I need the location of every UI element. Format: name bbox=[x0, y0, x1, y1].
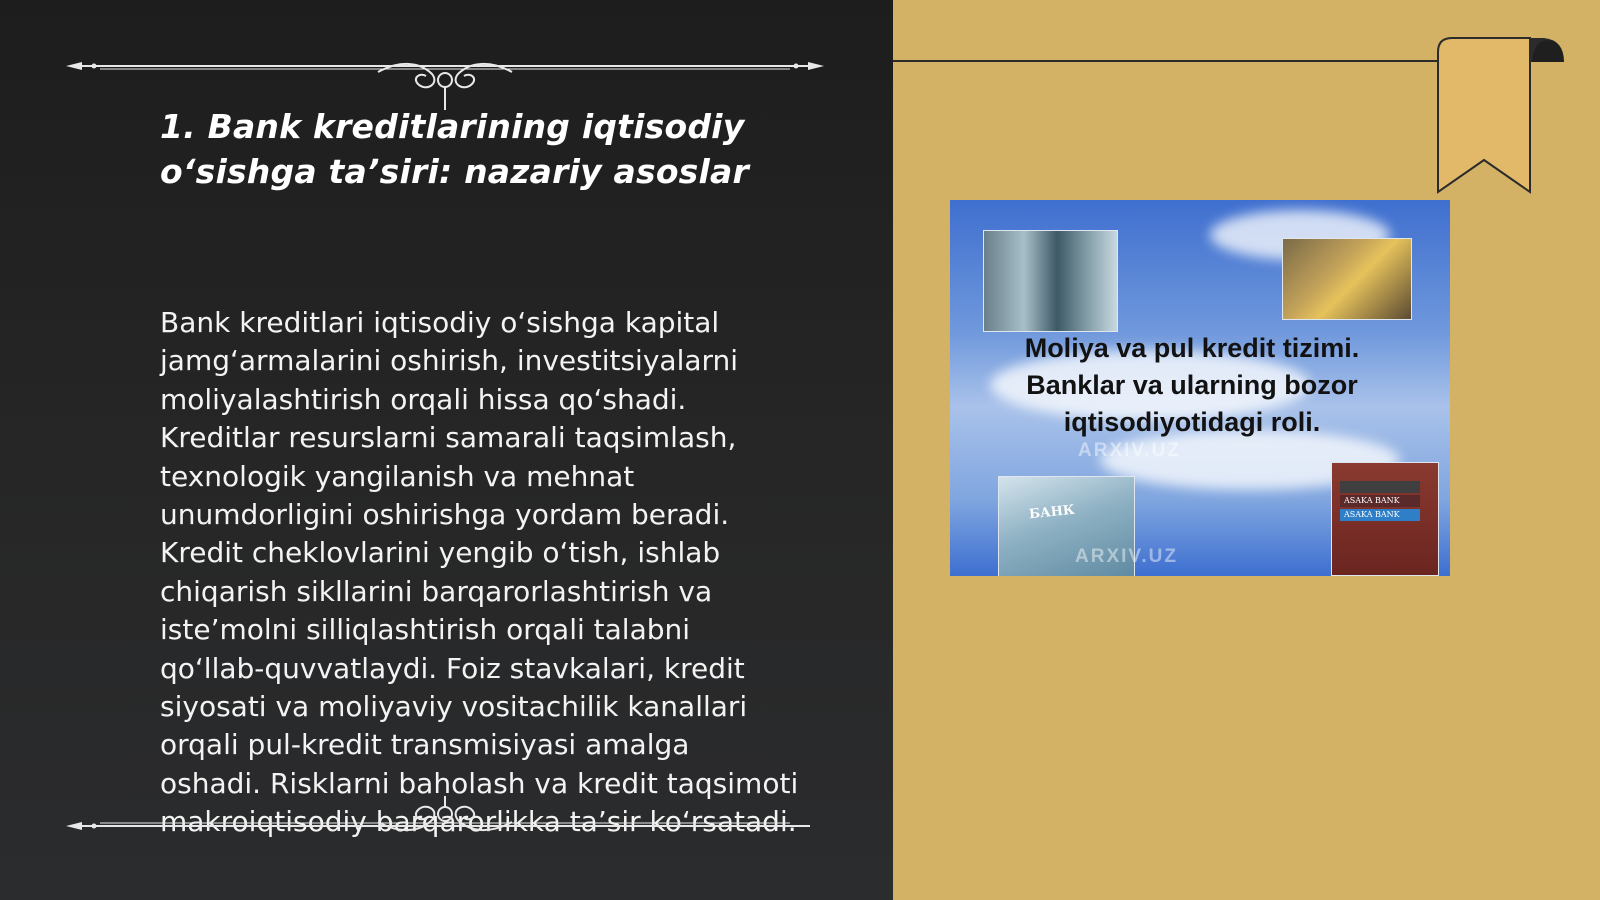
card-exchange-photo bbox=[1282, 238, 1412, 320]
slide-body-text: Bank kreditlari iqtisodiy o‘sishga kapital jamg‘armalarini oshirish, investitsiyalarni moliyalashtirish orqali hissa qo‘shadi. Kreditlar resurslarni samarali taqsimlash, texnologik yangilanish va mehnat unumdorligini oshirishga yordam beradi. Kredit cheklovlarini yengib o‘tish, ishlab chiqarish sikllarini barqarorlashtirish va iste’molni silliqlashtirish orqali talabni qo‘llab-quvvatlaydi. Foiz stavkalari, kredit siyosati va moliyaviy vositachilik kanallari orqali pul-kredit transmisiyasi amalga oshadi. Risklarni baholash va kredit taqsimoti makroiqtisodiy barqarorlikka ta’sir ko‘rsatadi. bbox=[160, 306, 799, 839]
slide-title: 1. Bank kreditlarining iqtisodiy o‘sishga ta’siri: nazariy asoslar bbox=[160, 107, 749, 191]
scroll-divider-icon bbox=[60, 796, 830, 856]
finance-collage-image bbox=[950, 200, 1450, 576]
scroll-divider-icon bbox=[60, 50, 830, 110]
bookmark-ribbon-icon bbox=[1436, 32, 1566, 202]
bank-card bbox=[1340, 481, 1420, 493]
bank-sign: БАНК bbox=[1028, 502, 1076, 523]
horizontal-rule bbox=[893, 60, 1438, 62]
image-caption: Moliya va pul kredit tizimi. Banklar va ularning bozor iqtisodiyotidagi roli. bbox=[1024, 333, 1360, 437]
office-building-photo bbox=[983, 230, 1118, 332]
wallet-cards-photo bbox=[1331, 462, 1439, 576]
watermark-text: ARXIV.UZ bbox=[1078, 440, 1181, 461]
bank-card: ASAKA BANK bbox=[1340, 509, 1420, 521]
bank-card: ASAKA BANK bbox=[1340, 495, 1420, 507]
watermark-text: ARXIV.UZ bbox=[1075, 546, 1178, 567]
